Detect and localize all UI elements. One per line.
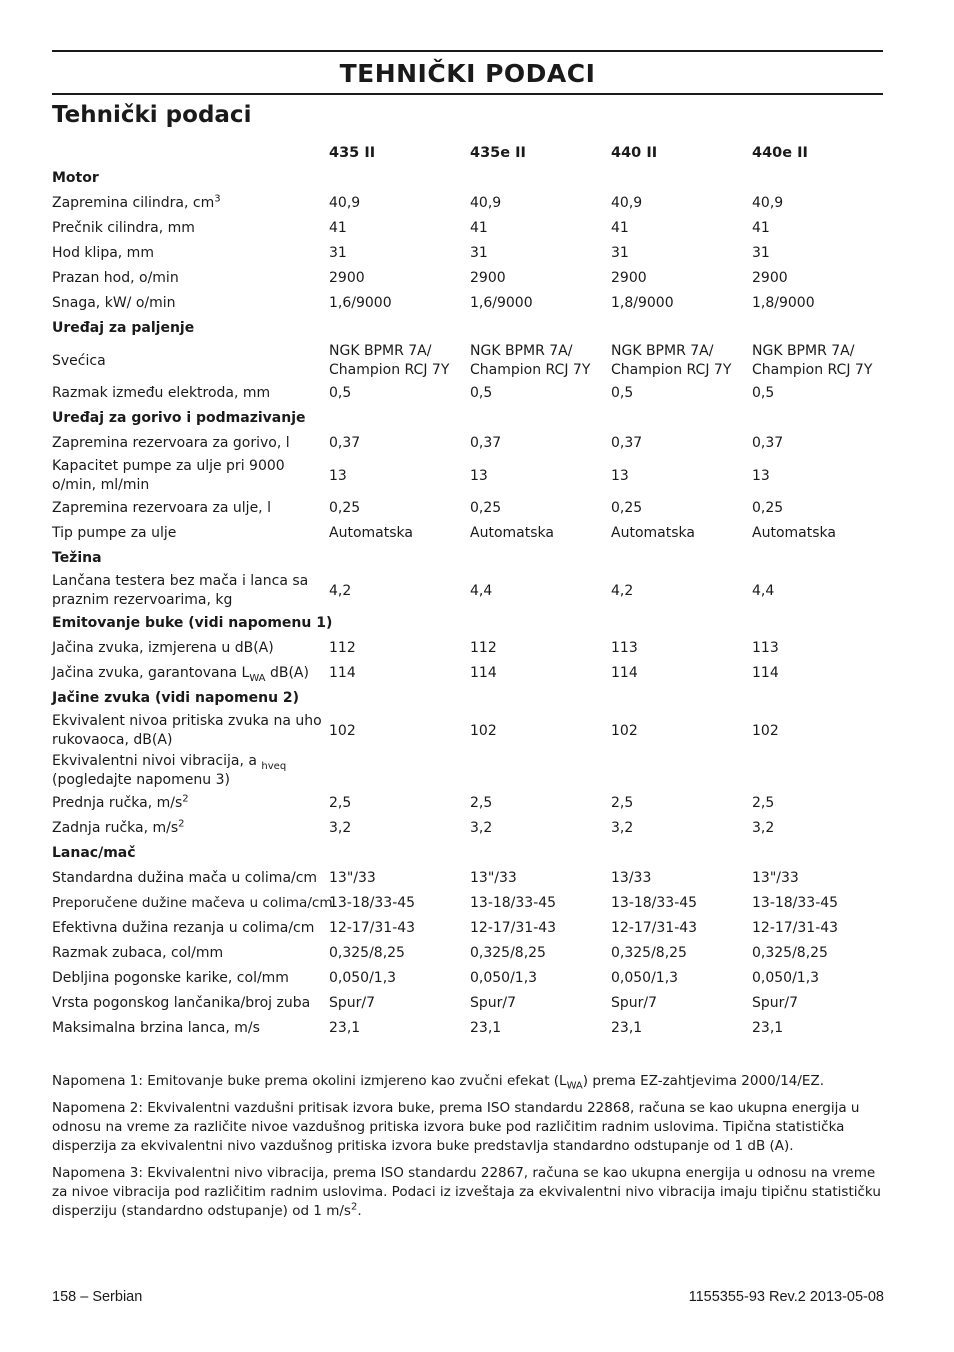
cell-value: 0,050/1,3 (752, 970, 820, 986)
cell-value: 102 (752, 722, 779, 739)
cell-value: 0,25 (611, 500, 643, 516)
cell-value: 114 (752, 665, 779, 681)
cell-value: 112 (329, 640, 356, 656)
cell-value: 4,4 (752, 582, 775, 599)
cell-value: 13"/33 (329, 870, 376, 886)
table-row (52, 791, 893, 816)
row-label: Lančana testera bez mača i lanca sa praznim rezervoarima, kg (52, 573, 309, 608)
cell-value: 23,1 (752, 1020, 784, 1036)
model-name: 435e II (470, 145, 526, 161)
cell-value: 40,9 (611, 195, 643, 211)
table-row (52, 266, 893, 291)
group-heading: Uređaj za paljenje (52, 320, 195, 336)
cell-value: 13-18/33-45 (470, 895, 557, 911)
group-heading: Emitovanje buke (vidi napomenu 1) (52, 615, 333, 631)
cell-value: 0,37 (752, 435, 784, 451)
row-label: Maksimalna brzina lanca, m/s (52, 1020, 260, 1036)
table-row (52, 941, 893, 966)
table-row (52, 241, 893, 266)
cell-value: 2900 (752, 270, 788, 286)
row-label: Jačina zvuka, izmjerena u dB(A) (52, 640, 274, 656)
table-row (52, 381, 893, 406)
row-label: Debljina pogonske karike, col/mm (52, 970, 289, 986)
model-name: 440 II (611, 145, 658, 161)
cell-value: 4,2 (611, 582, 634, 599)
row-label: Jačina zvuka, garantovana $L_{WA}$ dB(A) (52, 665, 309, 684)
cell-value: Spur/7 (470, 995, 517, 1011)
table-row (52, 456, 893, 496)
cell-value: 0,25 (329, 500, 361, 516)
cell-value: 0,37 (329, 435, 361, 451)
cell-value: 13"/33 (470, 870, 517, 886)
table-row (52, 1016, 893, 1041)
cell-value: NGK BPMR 7A/ Champion RCJ 7Y (470, 343, 591, 378)
cell-value: 13"/33 (752, 870, 799, 886)
page-number-footer: 158 – Serbian (52, 1289, 143, 1305)
table-row (52, 636, 893, 661)
cell-value: 12-17/31-43 (329, 920, 416, 936)
row-label: Hod klipa, mm (52, 245, 154, 261)
cell-value: 40,9 (470, 195, 502, 211)
group-heading: Uređaj za gorivo i podmazivanje (52, 410, 306, 426)
cell-value: 0,5 (752, 385, 775, 401)
cell-value: 3,2 (752, 820, 775, 836)
cell-value: Automatska (329, 525, 413, 541)
cell-value: 0,050/1,3 (470, 970, 538, 986)
group-row (52, 406, 893, 431)
row-label: Prednja ručka, $m/s^2$ (52, 793, 189, 811)
cell-value: 2900 (611, 270, 647, 286)
cell-value: 23,1 (329, 1020, 361, 1036)
cell-value: NGK BPMR 7A/ Champion RCJ 7Y (611, 343, 732, 378)
table-row (52, 916, 893, 941)
cell-value: Spur/7 (329, 995, 376, 1011)
group-row (52, 166, 893, 191)
table-row (52, 431, 893, 456)
row-label: Efektivna dužina rezanja u colima/cm (52, 920, 315, 936)
table-row (52, 991, 893, 1016)
row-label: Snaga, kW/ o/min (52, 295, 176, 311)
cell-value: 13 (329, 467, 347, 484)
model-name: 440e II (752, 145, 808, 161)
cell-value: 114 (470, 665, 497, 681)
cell-value: 12-17/31-43 (611, 920, 698, 936)
cell-value: 0,325/8,25 (470, 945, 546, 961)
cell-value: 12-17/31-43 (752, 920, 839, 936)
row-label: Zapremina rezervoara za ulje, l (52, 500, 271, 516)
cell-value: 23,1 (611, 1020, 643, 1036)
group-row (52, 686, 893, 711)
cell-value: 13 (611, 467, 629, 484)
row-label: Prazan hod, o/min (52, 270, 179, 286)
cell-value: Spur/7 (611, 995, 658, 1011)
cell-value: 41 (470, 220, 488, 236)
cell-value: Automatska (611, 525, 695, 541)
cell-value: 2,5 (329, 795, 352, 811)
table-row (52, 866, 893, 891)
cell-value: 3,2 (329, 820, 352, 836)
cell-value: 0,050/1,3 (329, 970, 397, 986)
cell-value: Spur/7 (752, 995, 799, 1011)
table-row (52, 291, 893, 316)
cell-value: 31 (329, 245, 347, 261)
cell-value: 1,8/9000 (611, 295, 674, 311)
row-label: Vrsta pogonskog lančanika/broj zuba (52, 995, 311, 1011)
row-label: Svećica (52, 352, 106, 369)
cell-value: 13-18/33-45 (752, 895, 839, 911)
model-header-row (52, 141, 893, 166)
cell-value: 1,6/9000 (470, 295, 533, 311)
group-heading: Ekvivalentni nivoi vibracija, a $_{hveq}$ (pogledajte napomenu 3) (52, 753, 287, 788)
row-label: Razmak zubaca, col/mm (52, 945, 224, 961)
cell-value: 40,9 (329, 195, 361, 211)
cell-value: 0,37 (611, 435, 643, 451)
note-3: Napomena 3: Ekvivalentni nivo vibracija, prema ISO standardu 22867, računa se kao ukupna energija u odnosu na vreme za nivoe vibracija pod različitim radnim uslovima. Podaci iz izveštaja za ekvivalentni nivo vibracija imaju tipičnu statističku disperziju (standardno odstupanje) od 1 $m/s^2$. (52, 1165, 881, 1219)
table-row (52, 496, 893, 521)
cell-value: 2,5 (470, 795, 493, 811)
cell-value: 1,6/9000 (329, 295, 392, 311)
note-1: Napomena 1: Emitovanje buke prema okolini izmjereno kao zvučni efekat $(L_{WA})$ prema EZ-zahtjevima 2000/14/EZ. (52, 1073, 824, 1092)
row-label: Ekvivalent nivoa pritiska zvuka na uho rukovaoca, dB(A) (52, 713, 322, 748)
table-row (52, 816, 893, 841)
cell-value: 1,8/9000 (752, 295, 815, 311)
group-row (52, 316, 893, 341)
cell-value: 4,2 (329, 582, 352, 599)
cell-value: 13 (470, 467, 488, 484)
cell-value: Automatska (470, 525, 554, 541)
row-label: Tip pumpe za ulje (52, 525, 177, 541)
table-row (52, 711, 893, 751)
header-bottom-rule (52, 93, 883, 95)
note-2: Napomena 2: Ekvivalentni vazdušni pritisak izvora buke, prema ISO standardu 22868, računa se kao ukupna energija u odnosu na vreme za različite nivoe vazdušnog pritiska izvora buke pod različitim radnim uslovima. Tipična statistička disperzija za ekvivalentni nivo vazdušnog pritiska izvora buke predstavlja standardno odstupanje od 1 dB (A). (52, 1100, 860, 1154)
table-row (52, 661, 893, 686)
cell-value: 112 (470, 640, 497, 656)
cell-value: 41 (611, 220, 629, 236)
model-name: 435 II (329, 145, 376, 161)
row-label: Zadnja ručka, $m/s^2$ (52, 818, 185, 836)
table-row (52, 571, 893, 611)
group-row (52, 611, 893, 636)
spec-table (52, 141, 893, 1041)
cell-value: 114 (329, 665, 356, 681)
cell-value: 0,25 (470, 500, 502, 516)
table-row (52, 891, 893, 916)
cell-value: 23,1 (470, 1020, 502, 1036)
cell-value: 40,9 (752, 195, 784, 211)
document-id-footer: 1155355-93 Rev.2 2013-05-08 (688, 1289, 884, 1305)
cell-value: 0,5 (329, 385, 352, 401)
group-heading: Jačine zvuka (vidi napomenu 2) (52, 690, 300, 706)
cell-value: 4,4 (470, 582, 493, 599)
cell-value: 3,2 (470, 820, 493, 836)
notes-section (52, 1072, 886, 1229)
row-label: Razmak između elektroda, mm (52, 385, 271, 401)
cell-value: 2,5 (752, 795, 775, 811)
cell-value: 31 (752, 245, 770, 261)
cell-value: 102 (470, 722, 497, 739)
cell-value: NGK BPMR 7A/ Champion RCJ 7Y (752, 343, 873, 378)
cell-value: 102 (611, 722, 638, 739)
cell-value: 12-17/31-43 (470, 920, 557, 936)
row-label: Zapremina cilindra, $cm^3$ (52, 193, 221, 211)
cell-value: 2,5 (611, 795, 634, 811)
cell-value: 0,325/8,25 (611, 945, 687, 961)
cell-value: 114 (611, 665, 638, 681)
cell-value: Automatska (752, 525, 836, 541)
cell-value: 0,050/1,3 (611, 970, 679, 986)
cell-value: 3,2 (611, 820, 634, 836)
cell-value: 31 (470, 245, 488, 261)
cell-value: 102 (329, 722, 356, 739)
group-heading: Lanac/mač (52, 845, 136, 861)
cell-value: 13-18/33-45 (611, 895, 698, 911)
cell-value: 113 (611, 640, 638, 656)
cell-value: NGK BPMR 7A/ Champion RCJ 7Y (329, 343, 450, 378)
table-row (52, 341, 893, 381)
cell-value: 0,37 (470, 435, 502, 451)
cell-value: 0,325/8,25 (329, 945, 405, 961)
header-top-rule (52, 50, 883, 52)
row-label: Standardna dužina mača u colima/cm (52, 870, 318, 886)
cell-value: 2900 (329, 270, 365, 286)
table-row (52, 966, 893, 991)
cell-value: 0,325/8,25 (752, 945, 828, 961)
cell-value: 31 (611, 245, 629, 261)
section-title: Tehnički podaci (52, 102, 252, 128)
group-heading: Težina (52, 550, 102, 566)
cell-value: 41 (752, 220, 770, 236)
cell-value: 0,5 (470, 385, 493, 401)
table-row (52, 521, 893, 546)
cell-value: 13/33 (611, 870, 652, 886)
row-label: Kapacitet pumpe za ulje pri 9000 o/min, ml/min (52, 458, 285, 493)
cell-value: 0,25 (752, 500, 784, 516)
table-row (52, 216, 893, 241)
cell-value: 0,5 (611, 385, 634, 401)
cell-value: 13-18/33-45 (329, 895, 416, 911)
group-row (52, 751, 893, 791)
row-label: Prečnik cilindra, mm (52, 220, 195, 236)
group-row (52, 546, 893, 571)
group-row (52, 841, 893, 866)
table-row (52, 191, 893, 216)
cell-value: 2900 (470, 270, 506, 286)
cell-value: 113 (752, 640, 779, 656)
row-label: Preporučene dužine mačeva u colima/cm (52, 895, 333, 911)
group-heading: Motor (52, 170, 99, 186)
row-label: Zapremina rezervoara za gorivo, l (52, 435, 290, 451)
page-header-title: TEHNIČKI PODACI (339, 59, 596, 88)
cell-value: 41 (329, 220, 347, 236)
cell-value: 13 (752, 467, 770, 484)
